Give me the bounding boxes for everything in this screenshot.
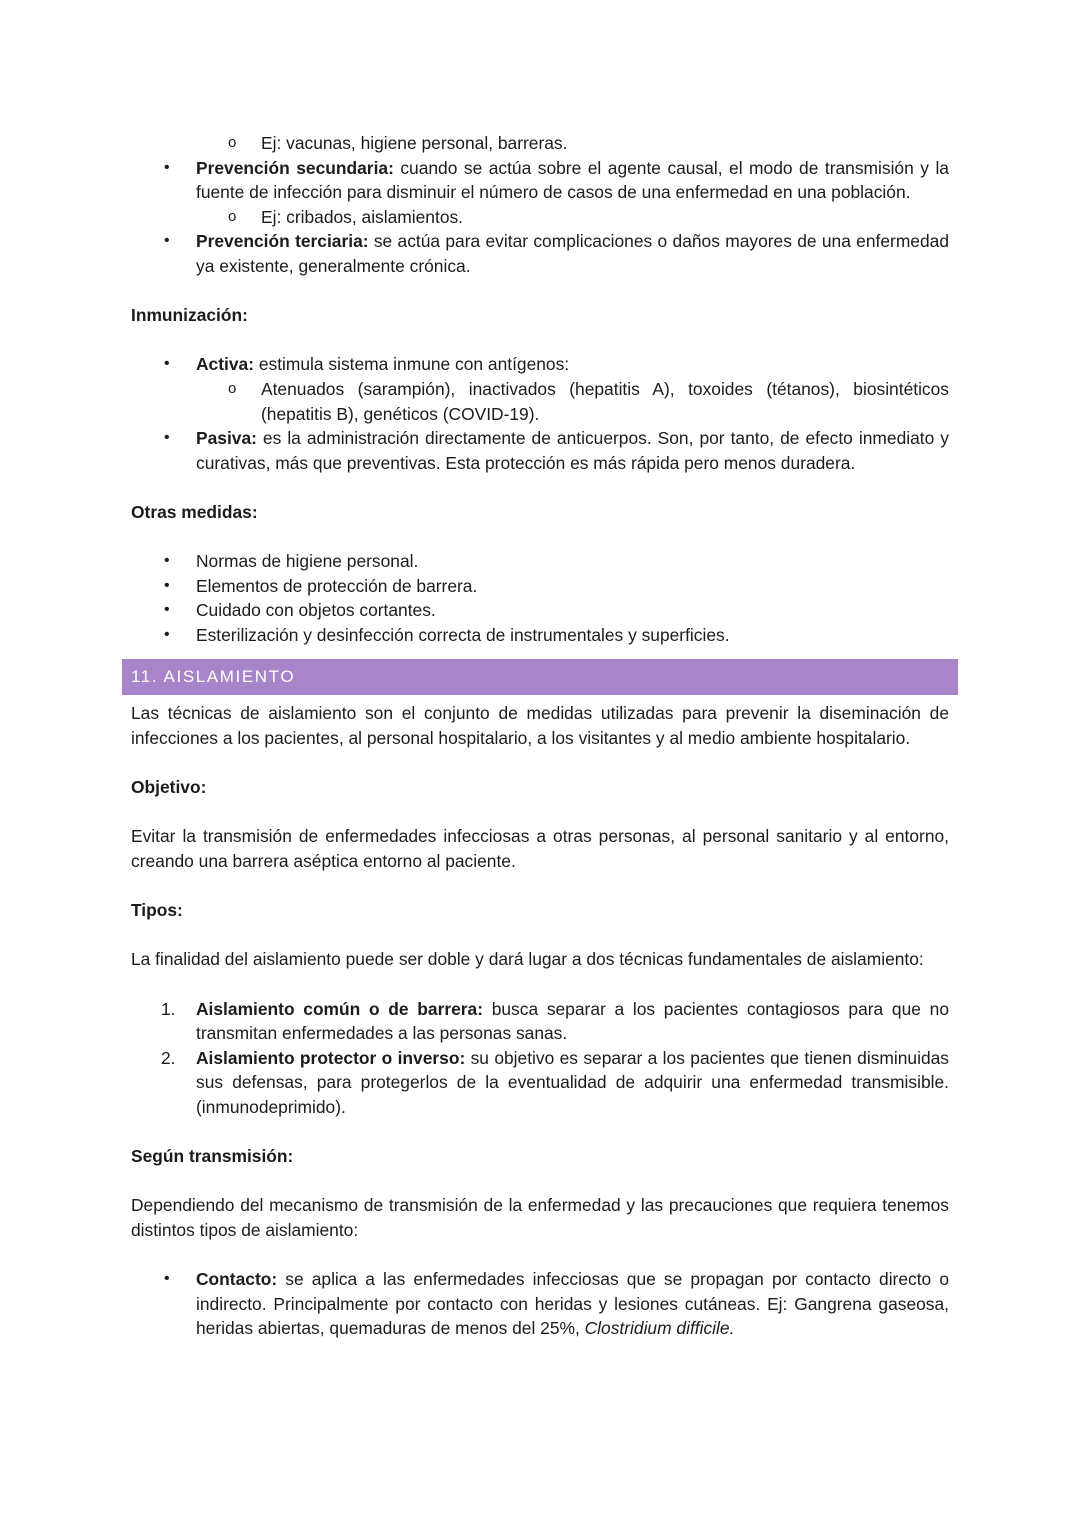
bullet-icon: • [164, 232, 170, 250]
active-immunization-item: • Activa: estimula sistema inmune con antígenos: [131, 352, 949, 377]
bullet-icon: • [164, 355, 170, 373]
bullet-icon: • [164, 576, 170, 594]
list-item: • Normas de higiene personal. [131, 549, 949, 574]
objective-heading: Objetivo: [131, 777, 207, 798]
section-title-banner: 11. AISLAMIENTO [122, 659, 958, 695]
bullet-icon: • [164, 625, 170, 643]
secondary-prevention-item: • Prevención secundaria: cuando se actúa sobre el agente causal, el modo de transmisión y la fuente de infección para disminuir el número de casos de una enfermedad en una población. [164, 157, 949, 203]
primary-prevention-example: o Ej: vacunas, higiene personal, barreras. [131, 131, 949, 156]
item-number: 1. [161, 998, 176, 1019]
bullet-icon: • [164, 158, 170, 176]
secondary-prevention-example: o Ej: cribados, aislamientos. [131, 205, 949, 230]
numbered-item: 1. Aislamiento común o de barrera: busca separar a los pacientes contagiosos para que no transmitan enfermedades a las personas sanas. [161, 998, 949, 1044]
term: Contacto: [196, 1269, 278, 1290]
immunization-heading: Inmunización: [131, 305, 248, 326]
term: Prevención secundaria: [196, 157, 394, 178]
bullet-icon: • [164, 601, 170, 619]
list-item: • Elementos de protección de barrera. [131, 574, 949, 599]
sub-bullet-icon: o [228, 207, 237, 225]
contact-isolation-item: • Contacto: se aplica a las enfermedades infecciosas que se propagan por contacto directo o indirecto. Principalmente por contacto con heridas y lesiones cutáneas. Ej: Gangrena gaseosa, heridas abiertas, quemaduras de menos del 25%, Clostridium difficile. [164, 1269, 949, 1339]
list-item: • Esterilización y desinfección correcta de instrumentales y superficies. [131, 623, 949, 648]
passive-immunization-item: • Pasiva: es la administración directamente de anticuerpos. Son, por tanto, de efecto inmediato y curativas, más que preventivas. Esta protección es más rápida pero menos duradera. [164, 428, 949, 473]
bullet-icon: • [164, 1270, 170, 1288]
objective-text: Evitar la transmisión de enfermedades infecciosas a otras personas, al personal sanitario y al entorno, creando una barrera aséptica entorno al paciente. [131, 826, 949, 872]
item-number: 2. [161, 1047, 176, 1068]
sub-bullet-icon: o [228, 379, 237, 397]
tertiary-prevention-item: • Prevención terciaria: se actúa para evitar complicaciones o daños mayores de una enfermedad ya existente, generalmente crónica. [164, 231, 949, 276]
term: Prevención terciaria: [196, 231, 369, 252]
transmission-heading: Según transmisión: [131, 1146, 294, 1167]
document-page [131, 131, 949, 1341]
transmission-intro: Dependiendo del mecanismo de transmisión de la enfermedad y las precauciones que requiera tenemos distintos tipos de aislamiento: [131, 1195, 949, 1240]
species-name: Clostridium difficile. [584, 1318, 735, 1339]
term: Activa: [196, 354, 254, 375]
types-heading: Tipos: [131, 900, 183, 921]
bullet-icon: • [164, 552, 170, 570]
bullet-icon: • [164, 429, 170, 447]
list-item: • Cuidado con objetos cortantes. [131, 598, 949, 623]
sub-bullet-icon: o [228, 134, 237, 151]
numbered-item: 2. Aislamiento protector o inverso: su objetivo es separar a los pacientes que tienen disminuidas sus defensas, para protegerlos de la eventualidad de adquirir una enfermedad transmisible. (inmunodeprimido). [161, 1047, 949, 1117]
section-intro: Las técnicas de aislamiento son el conjunto de medidas utilizadas para prevenir la diseminación de infecciones a los pacientes, al personal hospitalario, a los visitantes y al medio ambiente hospitalario. [131, 703, 949, 749]
term: Aislamiento común o de barrera: [196, 998, 484, 1019]
active-immunization-subitem: o Atenuados (sarampión), inactivados (hepatitis A), toxoides (tétanos), biosintéticos (hepatitis B), genéticos (COVID-19). [228, 378, 949, 424]
term: Aislamiento protector o inverso: [196, 1047, 466, 1068]
other-measures-heading: Otras medidas: [131, 501, 258, 522]
types-intro: La finalidad del aislamiento puede ser doble y dará lugar a dos técnicas fundamentales de aislamiento: [131, 949, 924, 970]
term: Pasiva: [196, 428, 257, 449]
